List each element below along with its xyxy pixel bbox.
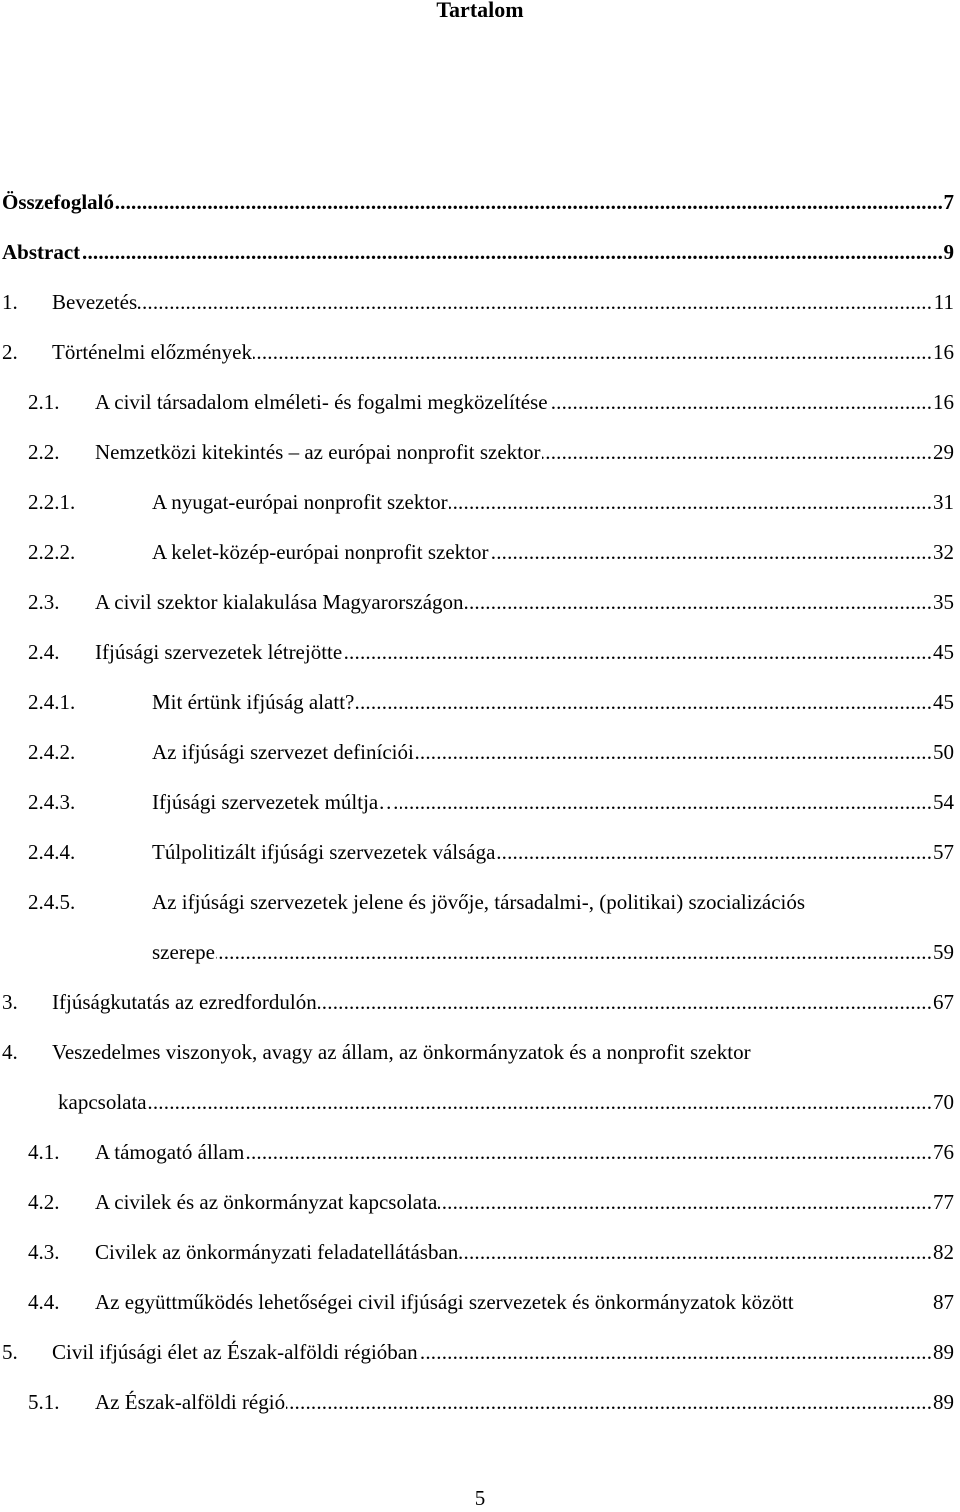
toc-entry[interactable] [0,1337,960,1367]
toc-entry-number: 5. [2,1340,18,1364]
toc-entry-page: 59 [932,937,954,967]
toc-entry[interactable] [0,637,960,667]
toc-entry-label: A nyugat-európai nonprofit szektor [152,487,449,517]
toc-entry-number: 4.1. [28,1140,60,1164]
toc-entry-page: 31 [932,487,954,517]
toc-entry-page: 57 [932,837,954,867]
toc-entry-number: 5.1. [28,1390,60,1414]
toc-entry-number: 2.4.3. [28,790,76,814]
toc-entry[interactable] [0,387,960,417]
dot-leader [355,687,954,717]
toc-entry-number: 3. [2,990,18,1014]
toc-entry-page: 7 [943,187,955,217]
toc-entry-label: Ifjúsági szervezetek múltja… [152,787,400,817]
toc-entry-number: 1. [2,290,18,314]
toc-entry-label: Ifjúságkutatás az ezredfordulón [52,987,318,1017]
toc-entry[interactable] [0,237,960,267]
toc-entry-number: 2.4.5. [28,890,76,914]
toc-entry-page: 29 [932,437,954,467]
toc-entry-label: Mit értünk ifjúság alatt? [152,687,355,717]
toc-entry-page: 16 [932,337,954,367]
dot-leader [253,337,954,367]
toc-entry-page: 54 [932,787,954,817]
toc-entry[interactable] [0,1287,960,1317]
toc-entry-label: A kelet-közép-európai nonprofit szektor [152,537,489,567]
toc-entry-label: Nemzetközi kitekintés – az európai nonprofit szektor [95,437,542,467]
toc-entry-number: 2.2.1. [28,490,76,514]
toc-entry[interactable] [0,437,960,467]
toc-entry-page: 16 [932,387,954,417]
toc-entry[interactable] [0,1387,960,1417]
toc-entry[interactable] [0,1187,960,1217]
toc-entry[interactable] [0,587,960,617]
toc-entry-label: Történelmi előzmények [52,337,253,367]
toc-entry-number: 2.4.1. [28,690,76,714]
toc-entry-label-continuation: szerepe [152,937,216,967]
dot-leader [138,287,954,317]
toc-entry-label: Civil ifjúsági élet az Észak-alföldi régióban [52,1337,419,1367]
toc-entry-label: Az Észak-alföldi régió [95,1387,286,1417]
toc-entry-label-continuation: kapcsolata [58,1087,148,1117]
toc-entry-label: Összefoglaló [2,187,115,217]
toc-entry[interactable] [0,337,960,367]
dot-leader [459,1237,954,1267]
toc-entry-label: Bevezetés [52,287,138,317]
toc-entry-number: 4.4. [28,1290,60,1314]
page-number: 5 [474,1486,486,1510]
toc-entry-number: 2.2.2. [28,540,76,564]
dot-leader [489,537,954,567]
dot-leader [115,187,954,217]
toc-entry[interactable] [0,537,960,567]
toc-entry-label: Civilek az önkormányzati feladatellátásban [95,1237,459,1267]
toc-entry-page: 9 [943,237,955,267]
toc-entry-number: 2.2. [28,440,60,464]
dot-leader [286,1387,954,1417]
toc-entry-number: 2.3. [28,590,60,614]
toc-entry-label: Az ifjúsági szervezet definíciói [152,737,415,767]
dot-leader [148,1087,954,1117]
dot-leader [419,1337,954,1367]
toc-entry-page: 11 [933,287,954,317]
toc-entry[interactable] [0,1237,960,1267]
toc-entry-page: 82 [932,1237,954,1267]
toc-entry-page: 89 [932,1337,954,1367]
toc-entry-label: Veszedelmes viszonyok, avagy az állam, az önkormányzatok és a nonprofit szektor [52,1037,752,1067]
toc-entry[interactable] [0,1087,960,1117]
toc-entry-number: 2. [2,340,18,364]
toc-entry-page: 45 [932,637,954,667]
toc-entry-page: 32 [932,537,954,567]
toc-entry-number: 4.2. [28,1190,60,1214]
toc-entry-label: Az ifjúsági szervezetek jelene és jövője, társadalmi-, (politikai) szocializációs [152,887,806,917]
dot-leader [496,837,954,867]
toc-entry-page: 67 [932,987,954,1017]
dot-leader [400,787,954,817]
toc-entry-label: A támogató állam [95,1137,245,1167]
toc-entry-page: 77 [932,1187,954,1217]
dot-leader [449,487,954,517]
toc-entry-label: A civilek és az önkormányzat kapcsolata [95,1187,438,1217]
toc-entry-page: 89 [932,1387,954,1417]
toc-entry[interactable] [0,787,960,817]
toc-entry[interactable] [0,837,960,867]
toc-entry[interactable] [0,287,960,317]
toc-entry-number: 2.4.2. [28,740,76,764]
dot-leader [81,237,954,267]
dot-leader [438,1187,954,1217]
dot-leader [216,937,954,967]
toc-entry[interactable] [0,1137,960,1167]
toc-entry[interactable] [0,887,960,917]
toc-entry[interactable] [0,1037,960,1067]
toc-entry-page: 70 [932,1087,954,1117]
toc-entry-page: 45 [932,687,954,717]
dot-leader [415,737,954,767]
toc-entry[interactable] [0,937,960,967]
toc-entry-page: 35 [932,587,954,617]
toc-entry-page: 50 [932,737,954,767]
toc-entry[interactable] [0,737,960,767]
toc-entry-page: 76 [932,1137,954,1167]
dot-leader [343,637,954,667]
dot-leader [465,587,954,617]
toc-entry-number: 4.3. [28,1240,60,1264]
toc-title: Tartalom [436,0,524,22]
toc-entry-label: A civil társadalom elméleti- és fogalmi megközelítése [95,387,549,417]
toc-entry-label: Abstract [2,237,81,267]
toc-entry-label: Túlpolitizált ifjúsági szervezetek válsága [152,837,496,867]
toc-entry-number: 2.4. [28,640,60,664]
toc-entry-number: 2.1. [28,390,60,414]
toc-entry[interactable] [0,187,960,217]
toc-entry-label: Ifjúsági szervezetek létrejötte [95,637,343,667]
dot-leader [542,437,954,467]
toc-entry[interactable] [0,987,960,1017]
toc-entry-label: Az együttműködés lehetőségei civil ifjúsági szervezetek és önkormányzatok között [95,1287,795,1317]
toc-entry-page: 87 [932,1287,954,1317]
toc-entry-number: 4. [2,1040,18,1064]
toc-entry[interactable] [0,487,960,517]
toc-entry[interactable] [0,687,960,717]
toc-entry-label: A civil szektor kialakulása Magyarországon [95,587,465,617]
dot-leader [549,387,954,417]
dot-leader [245,1137,954,1167]
toc-entry-number: 2.4.4. [28,840,76,864]
dot-leader [318,987,954,1017]
